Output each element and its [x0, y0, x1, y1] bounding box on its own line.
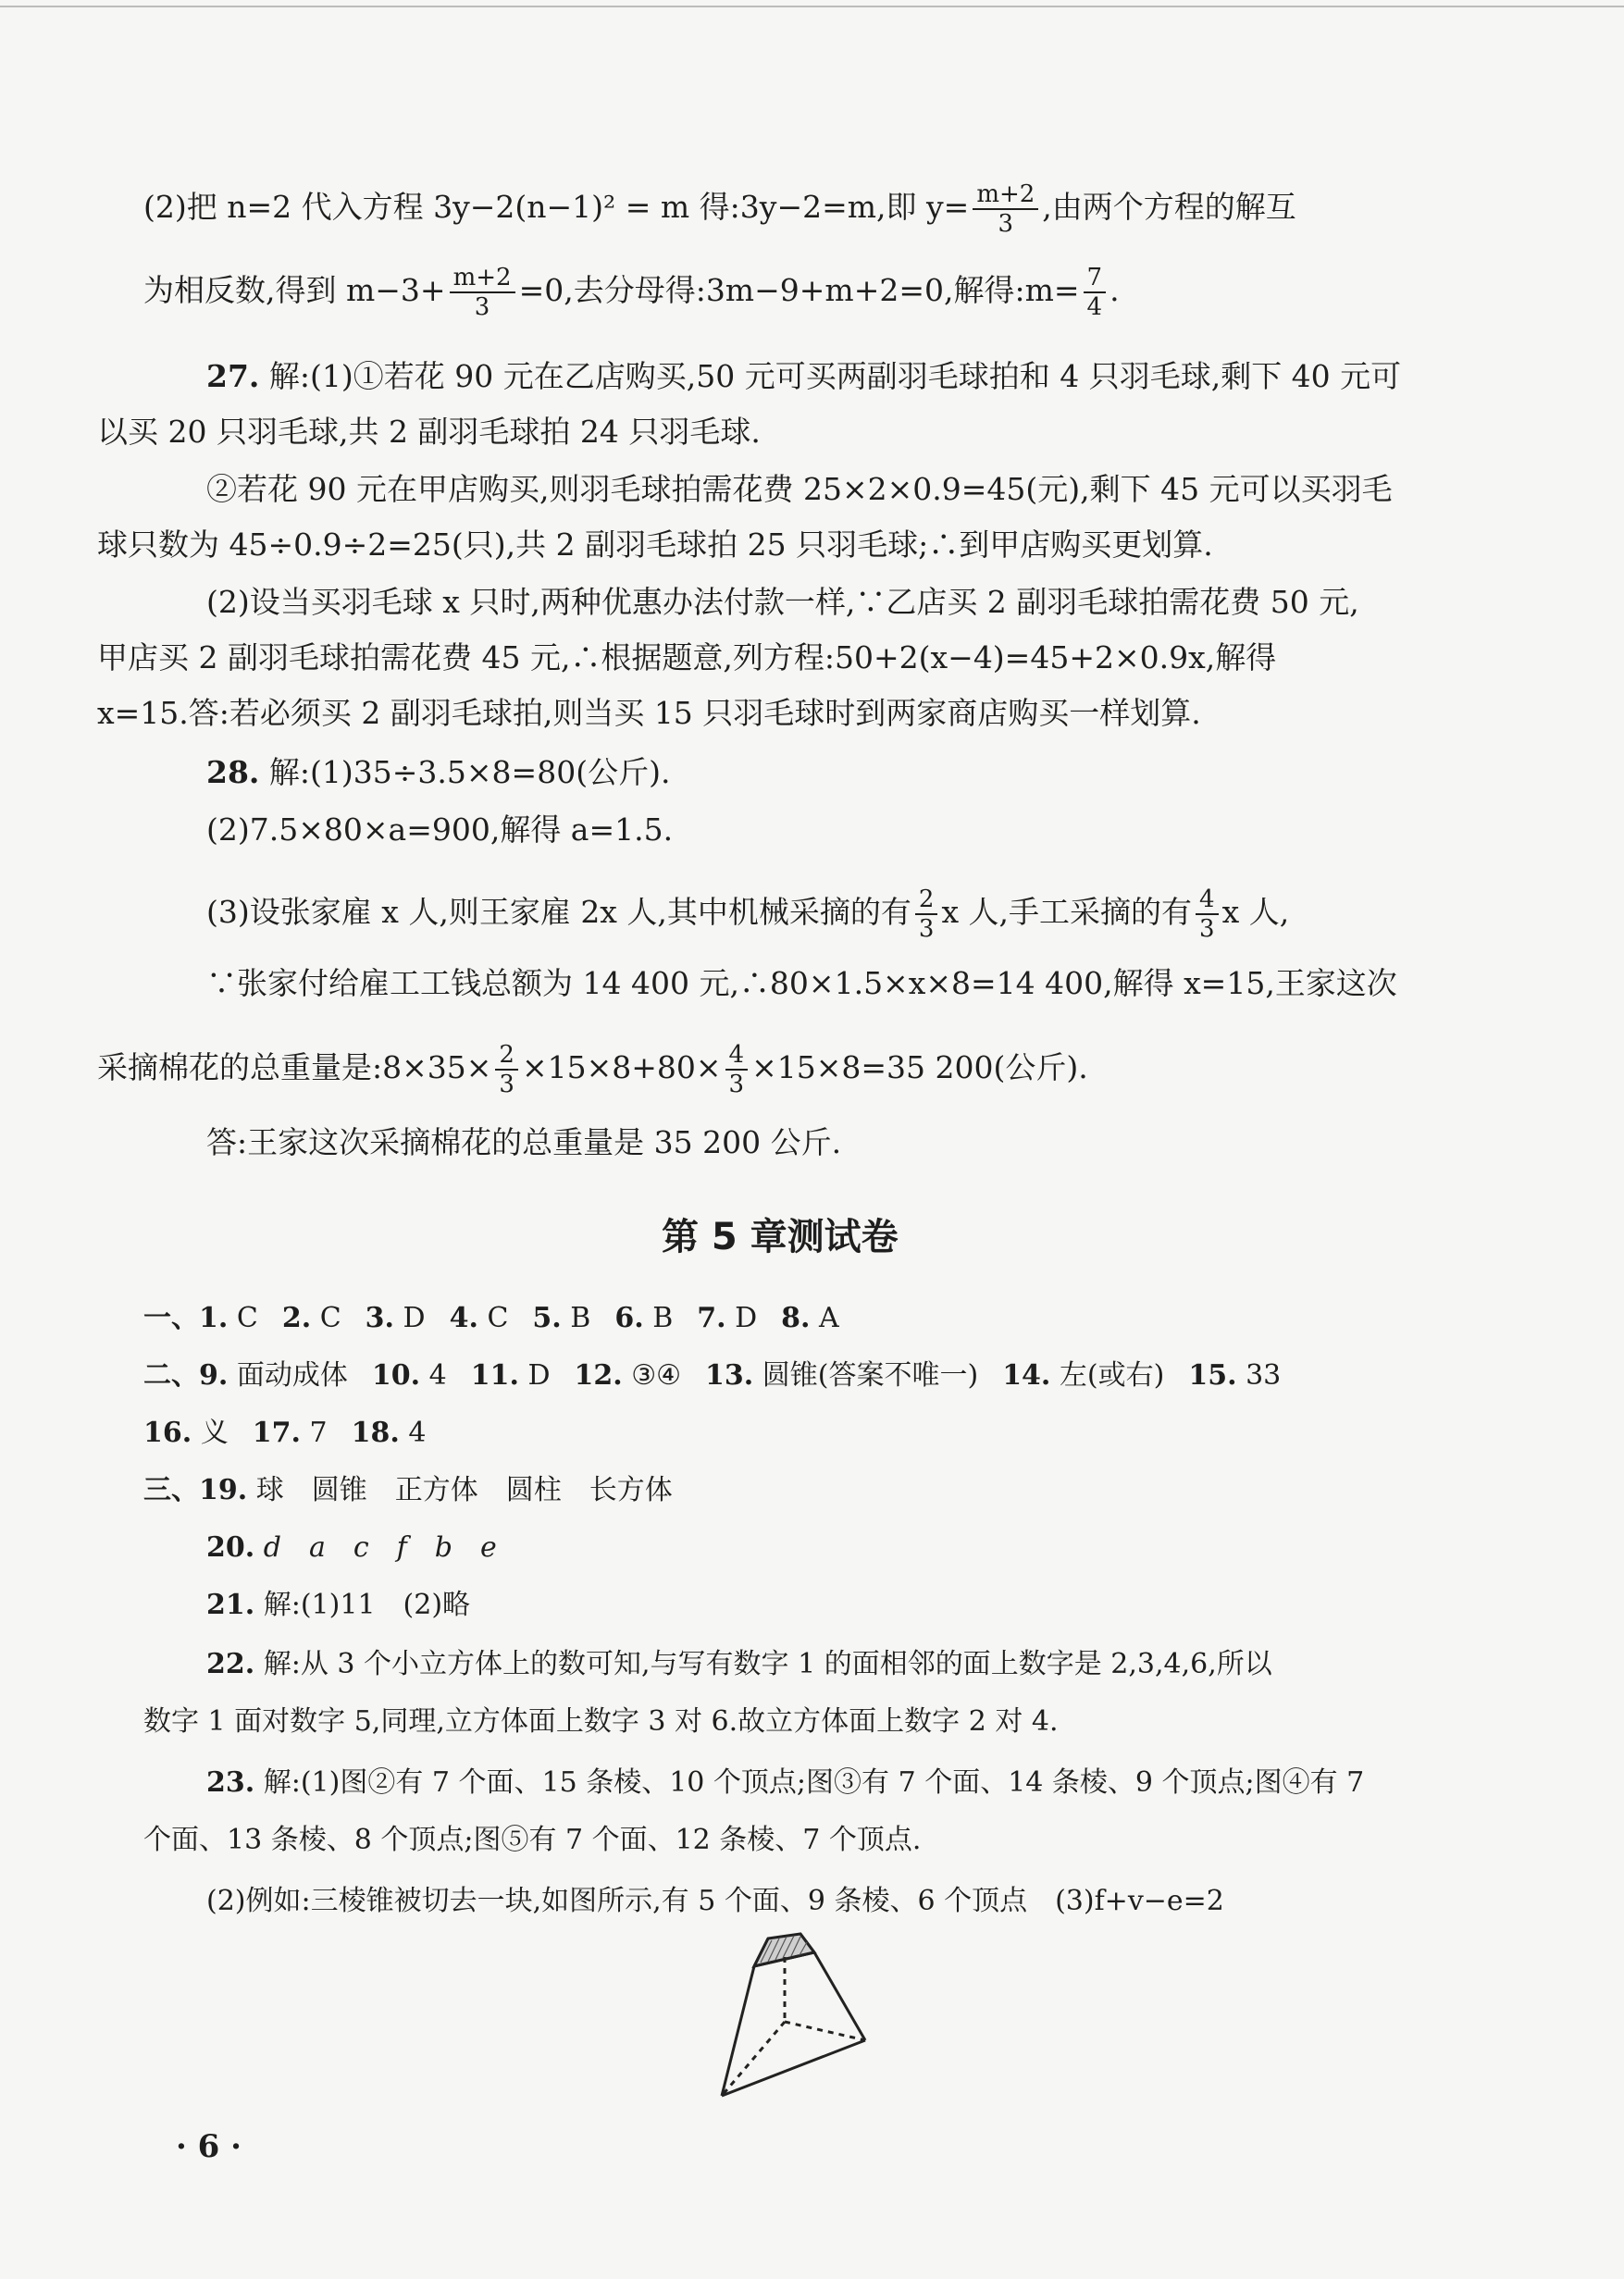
- question-number: 18.: [351, 1417, 400, 1449]
- question-number: 17.: [252, 1417, 301, 1449]
- answer-item: [143, 1417, 229, 1449]
- numerator: 2: [495, 1041, 518, 1071]
- question-number: 5.: [532, 1302, 562, 1334]
- answer-q23-line-2: [143, 1822, 921, 1859]
- answer-item: [1188, 1359, 1281, 1392]
- answers-part-1: [143, 1300, 839, 1337]
- answer-item: [372, 1359, 447, 1392]
- numerator: 7: [1084, 264, 1107, 293]
- answer-text: (2)例如:三棱锥被切去一块,如图所示,有 5 个面、9 条棱、6 个顶点 (3)f+v−e=2: [206, 1885, 1224, 1917]
- question-number: 11.: [470, 1359, 519, 1392]
- answer-text: d a c f b e: [263, 1531, 497, 1564]
- edge: [814, 1952, 865, 2040]
- question-number: 8.: [781, 1302, 811, 1334]
- fraction: [915, 886, 938, 943]
- answer-q19: [143, 1472, 673, 1509]
- question-number: 19.: [199, 1474, 248, 1506]
- q27-line-1: [206, 356, 1401, 397]
- text-segment: x 人,: [1221, 894, 1290, 930]
- q28-line-3: [206, 886, 1289, 943]
- answer-item: [352, 1417, 427, 1449]
- hidden-edge: [785, 2022, 865, 2040]
- answer-value: A: [810, 1302, 839, 1334]
- fraction: [450, 264, 515, 321]
- question-number: 7.: [697, 1302, 726, 1334]
- text-segment: 为相反数,得到 m−3+: [143, 272, 446, 308]
- question-number: 15.: [1188, 1359, 1237, 1392]
- question-number: 10.: [371, 1359, 421, 1392]
- numerator: 2: [915, 886, 938, 915]
- answer-text: 球 圆锥 正方体 圆柱 长方体: [255, 1474, 673, 1506]
- question-number: 9.: [199, 1359, 229, 1392]
- q28-line-5: [97, 1041, 1088, 1098]
- answer-item: [1002, 1359, 1164, 1392]
- q27-line-2: [97, 412, 761, 452]
- answer-value: D: [725, 1302, 758, 1334]
- numerator: 4: [1196, 886, 1219, 915]
- text-segment: =0,去分母得:3m−9+m+2=0,解得:m=: [518, 272, 1080, 308]
- answer-item: [705, 1359, 978, 1392]
- answer-q22-line-1: [206, 1646, 1272, 1683]
- question-number: 12.: [574, 1359, 623, 1392]
- page-number: · 6 ·: [176, 2128, 242, 2165]
- fraction: [725, 1041, 749, 1098]
- denominator: 3: [728, 1071, 745, 1098]
- answer-value: 面动成体: [228, 1359, 348, 1392]
- question-number: 16.: [143, 1417, 192, 1449]
- answer-value: 圆锥(答案不唯一): [753, 1359, 979, 1392]
- answer-item: [471, 1359, 551, 1392]
- answer-value: C: [477, 1302, 509, 1334]
- q27-line-6: [97, 638, 1276, 678]
- answer-item: [781, 1302, 839, 1334]
- answer-value: D: [518, 1359, 551, 1392]
- answers-part-2b: [143, 1415, 426, 1452]
- edge: [722, 2040, 865, 2096]
- text-segment: ∵张家付给雇工工钱总额为 14 400 元,∴80×1.5×x×8=14 400,解得 x=15,王家这次: [206, 965, 1397, 1001]
- text-segment: 甲店买 2 副羽毛球拍需花费 45 元,∴根据题意,列方程:50+2(x−4)=45+2×0.9x,解得: [97, 639, 1277, 675]
- text-segment: 解:(1)35÷3.5×8=80(公斤).: [268, 754, 671, 790]
- answer-item: [450, 1302, 509, 1334]
- question-number: 1.: [199, 1302, 229, 1334]
- text-segment: (3)设张家雇 x 人,则王家雇 2x 人,其中机械采摘的有: [206, 894, 911, 930]
- question-number: 28.: [206, 754, 260, 790]
- denominator: 3: [918, 915, 935, 943]
- q27-line-7: [97, 693, 1201, 734]
- text-segment: x=15.答:若必须买 2 副羽毛球拍,则当买 15 只羽毛球时到两家商店购买一样划算.: [97, 695, 1201, 731]
- fraction: [495, 1041, 518, 1098]
- answer-value: B: [643, 1302, 674, 1334]
- answer-item: [199, 1359, 348, 1392]
- answer-item: [199, 1302, 258, 1334]
- question-number: 21.: [206, 1589, 255, 1621]
- answer-value: 左(或右): [1050, 1359, 1165, 1392]
- answer-item: [697, 1302, 757, 1334]
- answer-item: [253, 1417, 328, 1449]
- answer-value: 4: [399, 1417, 427, 1449]
- answer-q22-line-2: [143, 1703, 1059, 1740]
- text-segment: (2)设当买羽毛球 x 只时,两种优惠办法付款一样,∵乙店买 2 副羽毛球拍需花费 50 元,: [206, 584, 1359, 620]
- question-number: 23.: [206, 1766, 255, 1799]
- answer-text: 数字 1 面对数字 5,同理,立方体面上数字 3 对 6.故立方体面上数字 2 对 4.: [143, 1705, 1059, 1738]
- truncated-pyramid-figure: [713, 1929, 879, 2105]
- answer-value: ③④: [622, 1359, 682, 1392]
- question-number: 3.: [365, 1302, 394, 1334]
- answer-value: D: [393, 1302, 426, 1334]
- answers-part-2a: [143, 1357, 1281, 1394]
- text-segment: 以买 20 只羽毛球,共 2 副羽毛球拍 24 只羽毛球.: [97, 414, 761, 450]
- q28-line-2: [206, 810, 673, 850]
- text-segment: x 人,手工采摘的有: [941, 894, 1193, 930]
- answer-value: C: [228, 1302, 258, 1334]
- text-segment: ,由两个方程的解互: [1042, 189, 1296, 225]
- q27-line-5: [206, 582, 1359, 623]
- part-label: 一、: [143, 1302, 199, 1334]
- q28-answer: [206, 1122, 841, 1163]
- answer-text: 解:(1)图②有 7 个面、15 条棱、10 个顶点;图③有 7 个面、14 条棱、9 个顶点;图④有 7: [263, 1766, 1365, 1799]
- answer-text: 解:从 3 个小立方体上的数可知,与写有数字 1 的面相邻的面上数字是 2,3,4,6,所以: [263, 1648, 1272, 1680]
- text-segment: .: [1110, 272, 1120, 308]
- q27-line-4: [97, 525, 1213, 565]
- question-number: 6.: [614, 1302, 644, 1334]
- question-number: 4.: [449, 1302, 478, 1334]
- part-label: 二、: [143, 1359, 199, 1392]
- answer-text: 解:(1)11 (2)略: [263, 1589, 471, 1621]
- numerator: m+2: [973, 180, 1038, 210]
- text-segment: 球只数为 45÷0.9÷2=25(只),共 2 副羽毛球拍 25 只羽毛球;∴到甲店购买更划算.: [97, 526, 1213, 563]
- fraction: [1196, 886, 1219, 943]
- question-number: 13.: [705, 1359, 754, 1392]
- answer-value: 义: [192, 1417, 229, 1449]
- top-border: [0, 6, 1624, 7]
- text-segment: (2)把 n=2 代入方程 3y−2(n−1)² = m 得:3y−2=m,即 y=: [143, 189, 970, 225]
- answer-item: [366, 1302, 426, 1334]
- text-segment: (2)7.5×80×a=900,解得 a=1.5.: [206, 811, 674, 848]
- text-segment: ×15×8=35 200(公斤).: [751, 1049, 1088, 1085]
- numerator: m+2: [450, 264, 515, 293]
- line-1: [143, 180, 1296, 238]
- answer-list: [143, 1417, 426, 1449]
- answer-value: 4: [420, 1359, 447, 1392]
- answer-q23-line-1: [206, 1765, 1364, 1802]
- answer-value: C: [311, 1302, 341, 1334]
- answer-item: [282, 1302, 341, 1334]
- question-number: 20.: [206, 1531, 255, 1564]
- answer-q20: [206, 1530, 497, 1567]
- question-number: 2.: [281, 1302, 312, 1334]
- text-segment: 解:(1)①若花 90 元在乙店购买,50 元可买两副羽毛球拍和 4 只羽毛球,剩下 40 元可: [268, 358, 1402, 394]
- answer-list: [199, 1359, 1281, 1392]
- answer-q21: [206, 1587, 470, 1624]
- text-segment: ×15×8+80×: [521, 1049, 722, 1085]
- answer-list: [199, 1302, 839, 1334]
- question-number: 14.: [1002, 1359, 1051, 1392]
- fraction: [1084, 264, 1107, 321]
- q28-line-4: [206, 963, 1397, 1004]
- line-2: [143, 264, 1120, 321]
- answer-value: 33: [1236, 1359, 1282, 1392]
- denominator: 3: [499, 1071, 514, 1098]
- part-label: 三、: [143, 1474, 199, 1506]
- denominator: 3: [474, 293, 490, 321]
- text-segment: ②若花 90 元在甲店购买,则羽毛球拍需花费 25×2×0.9=45(元),剩下 45 元可以买羽毛: [206, 471, 1393, 507]
- denominator: 4: [1086, 293, 1103, 321]
- text-segment: 答:王家这次采摘棉花的总重量是 35 200 公斤.: [206, 1124, 842, 1160]
- answer-item: [614, 1302, 673, 1334]
- answer-q23-line-3: [206, 1883, 1224, 1920]
- fraction: [973, 180, 1038, 238]
- denominator: 3: [1199, 915, 1215, 943]
- answer-value: 7: [300, 1417, 328, 1449]
- text-segment: 采摘棉花的总重量是:8×35×: [97, 1049, 492, 1085]
- answer-value: B: [561, 1302, 591, 1334]
- question-number: 22.: [206, 1648, 255, 1680]
- answer-item: [532, 1302, 590, 1334]
- question-number: 27.: [206, 358, 260, 394]
- q27-line-3: [206, 469, 1393, 510]
- numerator: 4: [725, 1041, 749, 1071]
- answer-text: 个面、13 条棱、8 个顶点;图⑤有 7 个面、12 条棱、7 个顶点.: [143, 1824, 922, 1856]
- answer-item: [575, 1359, 682, 1392]
- denominator: 3: [998, 210, 1014, 238]
- q28-line-1: [206, 752, 670, 793]
- section-title: 第 5 章测试卷: [662, 1216, 899, 1258]
